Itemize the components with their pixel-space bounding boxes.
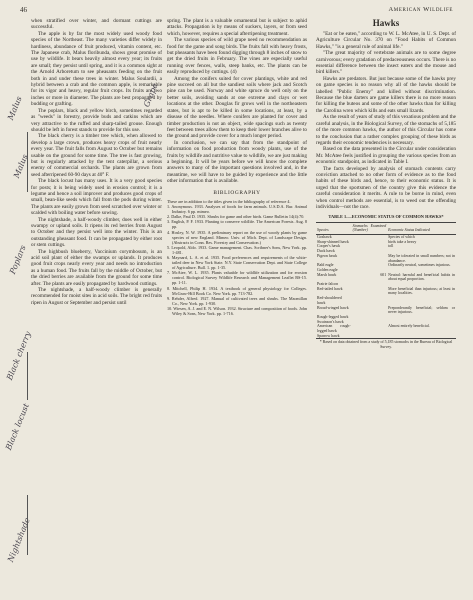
paragraph: The highbush blueberry, Vaccinium corymbosum, is an acid soil plant of either the swamps or uplands. It produces good fruit crops nearly every year and needs no introduction as a human food. The fruits fall by the middle of October, but the dried berries are available from the ground for some time after. The plants are easily propagated by hardwood cuttings. — [31, 248, 162, 287]
handwritten-note: Poplars — [8, 243, 28, 276]
table-row — [316, 324, 456, 333]
bibliography-list — [167, 199, 307, 316]
bibliography-heading: BIBLIOGRAPHY — [213, 189, 261, 196]
paragraph: The nightshade, a half-woody climber is generally recommended for moist sites in acid soils. The bright red fruits ripen in August or September and persist until — [31, 287, 162, 306]
reference-item: 9. Rehder, Alfred. 1927. Manual of cultivated trees and shrubs. The Macmillan Co., New York. pp. 1-930. — [167, 295, 307, 306]
species-cell: Goshawk — [317, 234, 332, 239]
handwritten-note: Black cherry — [5, 330, 33, 382]
species-cell: Red-tailed hawk — [317, 286, 343, 291]
paragraph: The poplars, black and yellow birch, sometimes regarded as "weeds" in forestry, provide buds and catkins which are very attractive to the ruffed and sharp-tailed grouse. Enough should be left in forest stands to provide for this use. — [31, 107, 162, 133]
status-cell: Species of which — [388, 234, 415, 239]
running-head: American Wildlife — [388, 6, 453, 13]
status-cell — [387, 334, 456, 339]
status-cell: Almost entirely beneficial. — [388, 324, 430, 329]
table-row — [316, 273, 456, 282]
table-row — [316, 334, 456, 339]
status-cell — [387, 296, 456, 305]
bibliography-intro: These are in addition to the titles given in the bibliography of reference 4. — [167, 198, 291, 204]
handwritten-note: Malus — [6, 95, 24, 122]
reference-item: 7. McAtee, W. L. 1935. Plants valuable for wildlife utilization and for erosion control. Biological Survey Wildlife Research and Management Leaflet BS-15. pp. 1-11. — [167, 270, 307, 286]
paragraph: when stratified over winter, and dormant cuttings are successful. — [31, 18, 162, 31]
paragraph: Among the conifers suited for cover plantings, white and red pine succeed on all but the sandiest soils where jack and Scotch pine can be used. Norway and white spruce do well only on the better soils, avoiding sands at one extreme and clays or wet locations at the other. Douglas fir grows well in the northeastern states, but is apt to be killed in some locations, at least, by a disease of the needles. Where conifers are planted for cover and timber production is not an object, wide spacings such as twenty feet between trees allow them to keep their lower branches alive to the ground and provide cover for a much longer period. — [167, 75, 307, 140]
table-header-row — [316, 222, 456, 234]
paragraph: spring. The plant is a valuable ornamental but is subject to aphid attacks. Propagation is by means of suckers, layers, or from seed which, however, requires a special afterripening treatment. — [167, 18, 307, 37]
column-1 — [31, 18, 162, 306]
paragraph: "The great majority of vertebrate animals are to some degree carnivorous; every gradation of predaceousness occurs. There is no essential difference between the insect eaters and the mouse and bird killers." — [316, 50, 456, 76]
species-cell: Sparrow hawk — [316, 334, 352, 339]
species-cell: Prairie falcon — [317, 282, 339, 287]
handwritten-note: Nightshade — [6, 516, 32, 564]
reference-item: 4. Hosley, N. W. 1935. A preliminary report on the use of woody plants by game species of new England. Mimeo. Univ. of Mich. Dept. of Landscape Design. (Abstracts in Conn. Res. Forestry and Conservation.) — [167, 229, 307, 245]
table-header: Stomachs Examined (Number) — [352, 222, 387, 234]
reference-item: 8. Mitchell, Philip H. 1934. A textbook of general physiology for Colleges. McGraw-Hill Book Co. New York. pp. 713-782. — [167, 285, 307, 296]
table-row — [316, 254, 456, 263]
table-title: TABLE 1.—ECONOMIC STATUS OF COMMON HAWKS* — [328, 214, 444, 220]
count-cell: 601 — [380, 272, 387, 277]
margin-bracket — [27, 132, 28, 192]
count-cell — [352, 287, 387, 296]
margin-bracket — [27, 495, 28, 555]
reference-item: 6. Maynard, L. A. et al. 1935. Food preferences and requirements of the white-tailed deer in New York State. N.Y. State Conservation Dept. and State College of Agriculture. Bull. 1. pp. 1-35. — [167, 255, 307, 271]
paragraph: In conclusion, we can say that from the standpoint of information on food production from woody plants, use of the fruits by wildlife and nutritive value to wildlife, we are just making a beginning. It will be years before we will know the complete answers to many of the important questions involved and, in the meantime, we will have to be guided by experience and the little other information that is available. — [167, 139, 307, 185]
status-cell: May be tolerated in small numbers; not in abundance. — [388, 253, 455, 263]
margin-bracket — [27, 352, 28, 400]
table-row — [316, 296, 456, 305]
paragraph: The various species of wild grape need no recommendation as food for the game and song birds. The fruits fall with heavy frosts, but pheasants have been found digging through 8 inches of snow to get the dried fruits in February. The vines are especially useful running over fences, walls, steep banks, etc. The plants can be easily reproduced by cuttings. (4) — [167, 37, 307, 76]
species-cell: Cooper's hawk — [317, 244, 341, 249]
species-cell: Duck hawk — [317, 249, 335, 254]
article-heading: Hawks — [372, 18, 400, 28]
handwritten-note: Grape — [142, 81, 160, 109]
reference-item: 5. Leopold, Aldo. 1933. Game management. Chas. Scribner's Sons, New York. pp. 1-481. — [167, 244, 307, 255]
paragraph: The apple is by far the most widely used woody food species of the Northeast. The many varieties differ widely in hardiness, abundance of fruit produced, vitamin content, etc. The Japanese crab, Malus floribunda, shows great promise of use by wildlife. It bears heavily almost every year; its fruits are small; they persist until spring, and it is a common sight at the Arnold Arboretum to see pheasants feeding on the fruit both in and under these trees in winter. Malus Soulardii, a hybrid between a crab and the common apple, is remarkable for its vigor and heavy, regular fruit crops. Its fruits are two inches or more in diameter. The plants are best propagated by budding or grafting. — [31, 30, 162, 108]
species-cell: Rough-legged hawk — [317, 314, 349, 319]
paragraph: As the result of years of study of this vexatious problem and the careful analysis, in the Biological Survey, of the stomachs of 5,185 of the more common hawks, the author of this Circular has come to the conclusion that a rather complex grouping of these birds as regards their economic tendencies is necessary. — [316, 114, 456, 146]
count-cell — [352, 254, 387, 263]
paragraph: "Eat or be eaten," according to W. L. McAtee, in U. S. Dept. of Agriculture Circular No. 370 on "Food Habits of Common Hawks," "is a general rule of animal life." — [316, 31, 456, 50]
handwritten-note: Black locust — [4, 402, 31, 452]
count-cell — [352, 296, 387, 305]
reference-item: 1. Anonymous. 1933. Analyses of foods for farm animals. U.S.D.A. Bur. Animal Industry. 6 pp. mimeo. — [167, 204, 307, 215]
column-2 — [167, 18, 307, 316]
table-header: Economic Status Indicated — [387, 222, 456, 234]
table-footnote: * Based on data obtained from a study of 5,185 stomachs in the Bureau of Biological Survey. — [319, 340, 453, 350]
status-cell: birds take a heavy — [388, 239, 417, 244]
status-cell: More beneficial than injurious; at least in many localities. — [388, 286, 455, 296]
species-cell: Marsh hawk — [317, 272, 337, 277]
reference-item: 3. English, P. F. 1933. Planting to conserve wildlife. The American Forests. Aug. 8 pp. — [167, 219, 307, 230]
table-row — [316, 306, 456, 315]
species-cell: Swainson's hawk — [317, 319, 344, 324]
status-cell: toll — [388, 244, 394, 249]
paragraph: The facts developed by analysis of stomach contents carry conviction attached to no other form of evidence as to the food habits of these birds and, hence, to their economic status. It is urged that the sportsmen of the country give this evidence the careful consideration it merits. A rule to be borne in mind, even when control methods are essential, is to weed out the offending individuals—not the race. — [316, 165, 456, 210]
paragraph: The black locust has many uses. It is a very good species for posts; it is being widely used in erosion control; it is a legume and hence a soil improver and produces good crops of small, bean-like seeds which fall from the pods during winter. The plants are easily grown from seed scratched over winter or scalded with boiling water before sowing. — [31, 178, 162, 217]
paragraph: Hawks are predators. But just because some of the hawks prey on game species is no reason why all of the hawks should be labelled "Public Enemy" and killed without discrimination. Because the blue darters are game killers there is no more reason for killing the buteos and some of the other hawks than for killing the Carolina wren which kills and eats small lizards. — [316, 75, 456, 114]
paragraph: The black cherry is a timber tree which, when allowed to develop a large crown, produces heavy crops of fruit nearly every year. The fruit falls from August to October but remains usable on the ground for some time. The tree is fast growing, but is regularly attacked by the tent caterpillar, a serious enemy of commercial orchards. The plants are grown from seed afterripened 60-90 days at 40° F. — [31, 133, 162, 178]
count-cell — [352, 334, 387, 339]
species-cell: Sharp-shinned hawk — [317, 239, 349, 244]
species-cell: American rough-legged hawk — [317, 324, 351, 334]
reference-item: 2. Dalke, Paul D. 1935. Shrubs for game and other birds. Game Bulletin 14(4):70. — [167, 214, 305, 220]
paragraph: The nightshade, a half-woody climber, does well in either swampy or upland soils. It ripens its red berries from August to October and they persist well into the winter. This is an outstanding pheasant food. It can be propagated by either root or stem cuttings. — [31, 216, 162, 249]
column-3 — [316, 18, 456, 350]
status-cell: Preponderantly beneficial; seldom or never injurious. — [388, 305, 455, 315]
species-cell: Bald eagle — [317, 263, 334, 268]
species-cell: Broad-winged hawk — [317, 305, 349, 310]
count-cell — [352, 306, 387, 315]
species-cell: Pigeon hawk — [317, 253, 338, 258]
table-row — [316, 287, 456, 296]
page-number: 46 — [20, 6, 27, 14]
count-cell — [352, 324, 387, 333]
status-cell: Ordinarily neutral, sometimes injurious. — [388, 263, 451, 268]
species-cell: Golden eagle — [317, 267, 338, 272]
hawk-status-table — [316, 222, 456, 340]
table-header: Species — [316, 222, 352, 234]
species-cell: Red-shouldered hawk — [317, 296, 342, 305]
reference-item: 10. Wiesen, A. J. and E. N. Wilson. 1932. Structure and composition of foods. John Wiley & Sons, New York. pp. 1-716. — [167, 305, 307, 317]
status-cell: Neutral: harmful and beneficial habits in about equal proportion. — [388, 272, 455, 282]
paragraph: Based on the data presented in the Circular under consideration Mr. McAtee feels justified in grouping the various species from an economic standpoint, as indicated in Table I. — [316, 146, 456, 166]
handwritten-note: Malus — [12, 153, 30, 180]
